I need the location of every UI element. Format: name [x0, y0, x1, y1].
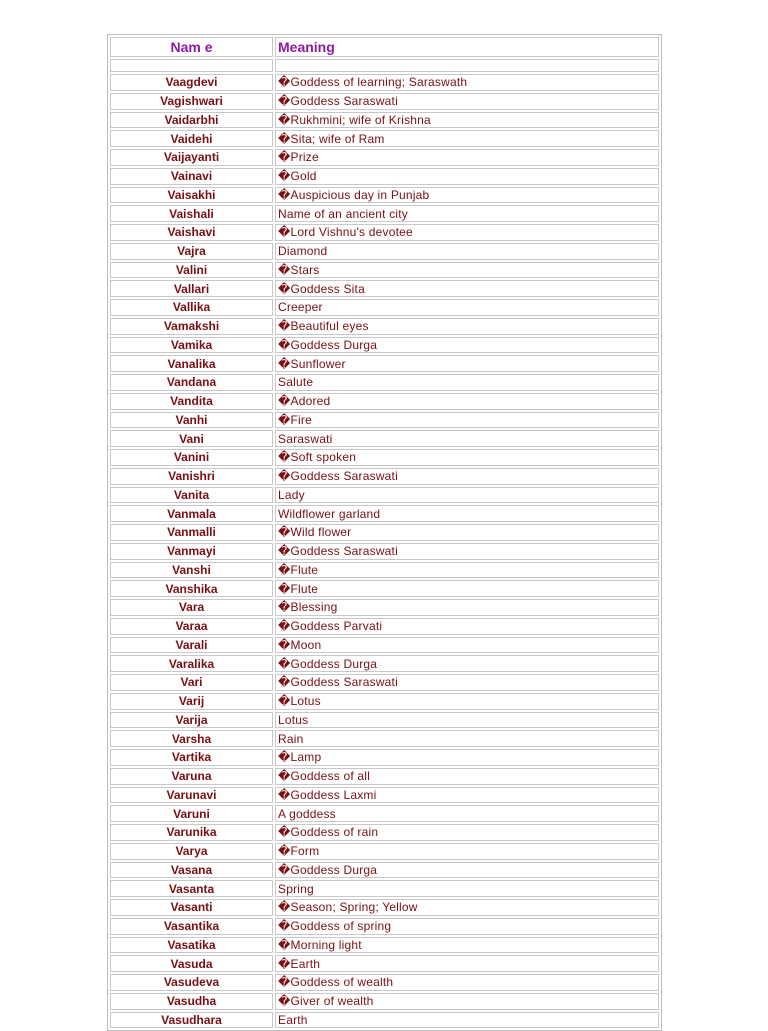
- meaning-cell: �Wild flower: [275, 524, 659, 541]
- name-cell: Vajra: [110, 243, 273, 260]
- name-cell: Vainavi: [110, 168, 273, 185]
- name-cell: Vasana: [110, 862, 273, 879]
- name-cell: Varija: [110, 712, 273, 729]
- table-row: [110, 993, 659, 1010]
- meaning-cell: Spring: [275, 880, 659, 897]
- name-cell: Vaishavi: [110, 224, 273, 241]
- table-row: [110, 205, 659, 222]
- name-cell: Varya: [110, 843, 273, 860]
- meaning-cell: Salute: [275, 374, 659, 391]
- name-cell: Vallika: [110, 299, 273, 316]
- name-cell: Varunavi: [110, 787, 273, 804]
- table-row: [110, 862, 659, 879]
- names-table-body: [110, 37, 659, 1028]
- name-cell: Vasanti: [110, 899, 273, 916]
- name-cell: Vanshika: [110, 580, 273, 597]
- table-row: [110, 543, 659, 560]
- name-cell: Vasatika: [110, 937, 273, 954]
- name-cell: Vamakshi: [110, 318, 273, 335]
- table-row: [110, 937, 659, 954]
- meaning-cell: Saraswati: [275, 430, 659, 447]
- meaning-cell: �Goddess of wealth: [275, 974, 659, 991]
- meaning-cell: �Goddess Sita: [275, 280, 659, 297]
- meaning-cell: �Beautiful eyes: [275, 318, 659, 335]
- meaning-cell: �Goddess of all: [275, 768, 659, 785]
- meaning-cell: �Blessing: [275, 599, 659, 616]
- meaning-cell: �Flute: [275, 562, 659, 579]
- meaning-cell: �Goddess Saraswati: [275, 674, 659, 691]
- table-row: [110, 430, 659, 447]
- table-row: [110, 730, 659, 747]
- meaning-cell: �Gold: [275, 168, 659, 185]
- table-row: [110, 1012, 659, 1029]
- table-row: [110, 224, 659, 241]
- table-row: [110, 243, 659, 260]
- meaning-cell: �Auspicious day in Punjab: [275, 187, 659, 204]
- meaning-cell: �Goddess of learning; Saraswath: [275, 74, 659, 91]
- table-row: [110, 93, 659, 110]
- table-row: [110, 449, 659, 466]
- name-cell: Varalika: [110, 655, 273, 672]
- name-cell: Vaisakhi: [110, 187, 273, 204]
- meaning-cell: �Goddess Durga: [275, 655, 659, 672]
- table-row: [110, 149, 659, 166]
- meaning-cell: �Goddess Saraswati: [275, 93, 659, 110]
- table-row: [110, 112, 659, 129]
- name-cell: Vasanta: [110, 880, 273, 897]
- name-cell: Vagishwari: [110, 93, 273, 110]
- name-cell: Varuni: [110, 805, 273, 822]
- table-row: [110, 262, 659, 279]
- meaning-cell: Name of an ancient city: [275, 205, 659, 222]
- table-row: [110, 187, 659, 204]
- spacer-cell: [275, 59, 659, 72]
- header-meaning: Meaning: [275, 37, 659, 57]
- meaning-cell: �Goddess of rain: [275, 824, 659, 841]
- meaning-cell: �Giver of wealth: [275, 993, 659, 1010]
- table-row: [110, 393, 659, 410]
- table-row: [110, 468, 659, 485]
- name-cell: Vaidarbhi: [110, 112, 273, 129]
- table-row: [110, 168, 659, 185]
- name-cell: Varuna: [110, 768, 273, 785]
- meaning-cell: �Rukhmini; wife of Krishna: [275, 112, 659, 129]
- name-cell: Vanmalli: [110, 524, 273, 541]
- table-row: [110, 918, 659, 935]
- meaning-cell: Creeper: [275, 299, 659, 316]
- meaning-cell: A goddess: [275, 805, 659, 822]
- name-cell: Varunika: [110, 824, 273, 841]
- name-cell: Vaishali: [110, 205, 273, 222]
- table-row: [110, 880, 659, 897]
- meaning-cell: Rain: [275, 730, 659, 747]
- meaning-cell: Diamond: [275, 243, 659, 260]
- table-row: [110, 693, 659, 710]
- name-cell: Vanshi: [110, 562, 273, 579]
- meaning-cell: Wildflower garland: [275, 505, 659, 522]
- names-table: [107, 34, 662, 1031]
- name-cell: Vasantika: [110, 918, 273, 935]
- name-cell: Varsha: [110, 730, 273, 747]
- table-header-row: [110, 37, 659, 57]
- meaning-cell: �Stars: [275, 262, 659, 279]
- name-cell: Varaa: [110, 618, 273, 635]
- name-cell: Vasuda: [110, 955, 273, 972]
- name-cell: Vartika: [110, 749, 273, 766]
- meaning-cell: �Goddess Durga: [275, 862, 659, 879]
- meaning-cell: �Sita; wife of Ram: [275, 130, 659, 147]
- table-row: [110, 562, 659, 579]
- meaning-cell: �Goddess Parvati: [275, 618, 659, 635]
- name-cell: Vanishri: [110, 468, 273, 485]
- table-row: [110, 505, 659, 522]
- name-cell: Vanmayi: [110, 543, 273, 560]
- meaning-cell: �Goddess Durga: [275, 337, 659, 354]
- name-cell: Vanita: [110, 487, 273, 504]
- name-cell: Vallari: [110, 280, 273, 297]
- name-cell: Vasudha: [110, 993, 273, 1010]
- table-spacer-row: [110, 59, 659, 72]
- name-cell: Vara: [110, 599, 273, 616]
- table-row: [110, 974, 659, 991]
- meaning-cell: �Goddess of spring: [275, 918, 659, 935]
- name-cell: Vani: [110, 430, 273, 447]
- meaning-cell: �Goddess Saraswati: [275, 543, 659, 560]
- name-cell: Vandana: [110, 374, 273, 391]
- meaning-cell: �Adored: [275, 393, 659, 410]
- name-cell: Vaidehi: [110, 130, 273, 147]
- table-row: [110, 318, 659, 335]
- table-row: [110, 768, 659, 785]
- table-row: [110, 599, 659, 616]
- meaning-cell: �Lord Vishnu's devotee: [275, 224, 659, 241]
- name-cell: Vandita: [110, 393, 273, 410]
- name-cell: Varali: [110, 637, 273, 654]
- meaning-cell: �Form: [275, 843, 659, 860]
- meaning-cell: �Morning light: [275, 937, 659, 954]
- name-cell: Vanalika: [110, 355, 273, 372]
- name-cell: Vanini: [110, 449, 273, 466]
- header-name: Nam e: [110, 37, 273, 57]
- table-row: [110, 337, 659, 354]
- meaning-cell: �Goddess Saraswati: [275, 468, 659, 485]
- table-row: [110, 787, 659, 804]
- table-row: [110, 580, 659, 597]
- spacer-cell: [110, 59, 273, 72]
- meaning-cell: �Earth: [275, 955, 659, 972]
- meaning-cell: Lady: [275, 487, 659, 504]
- meaning-cell: Earth: [275, 1012, 659, 1029]
- name-cell: Vanhi: [110, 412, 273, 429]
- name-cell: Varij: [110, 693, 273, 710]
- table-row: [110, 712, 659, 729]
- table-row: [110, 824, 659, 841]
- meaning-cell: �Season; Spring; Yellow: [275, 899, 659, 916]
- meaning-cell: �Lotus: [275, 693, 659, 710]
- table-row: [110, 374, 659, 391]
- meaning-cell: �Prize: [275, 149, 659, 166]
- name-cell: Valini: [110, 262, 273, 279]
- table-row: [110, 655, 659, 672]
- table-row: [110, 955, 659, 972]
- name-cell: Vaijayanti: [110, 149, 273, 166]
- name-cell: Vanmala: [110, 505, 273, 522]
- name-cell: Vasudhara: [110, 1012, 273, 1029]
- meaning-cell: �Goddess Laxmi: [275, 787, 659, 804]
- table-row: [110, 749, 659, 766]
- table-row: [110, 524, 659, 541]
- table-row: [110, 843, 659, 860]
- name-cell: Vamika: [110, 337, 273, 354]
- table-row: [110, 805, 659, 822]
- meaning-cell: �Soft spoken: [275, 449, 659, 466]
- meaning-cell: Lotus: [275, 712, 659, 729]
- meaning-cell: �Fire: [275, 412, 659, 429]
- table-row: [110, 674, 659, 691]
- table-row: [110, 130, 659, 147]
- name-cell: Vari: [110, 674, 273, 691]
- table-row: [110, 618, 659, 635]
- table-row: [110, 412, 659, 429]
- table-row: [110, 487, 659, 504]
- meaning-cell: �Flute: [275, 580, 659, 597]
- name-cell: Vasudeva: [110, 974, 273, 991]
- meaning-cell: �Lamp: [275, 749, 659, 766]
- table-row: [110, 355, 659, 372]
- table-row: [110, 899, 659, 916]
- name-cell: Vaagdevi: [110, 74, 273, 91]
- meaning-cell: �Moon: [275, 637, 659, 654]
- table-row: [110, 280, 659, 297]
- meaning-cell: �Sunflower: [275, 355, 659, 372]
- table-row: [110, 74, 659, 91]
- table-row: [110, 299, 659, 316]
- table-row: [110, 637, 659, 654]
